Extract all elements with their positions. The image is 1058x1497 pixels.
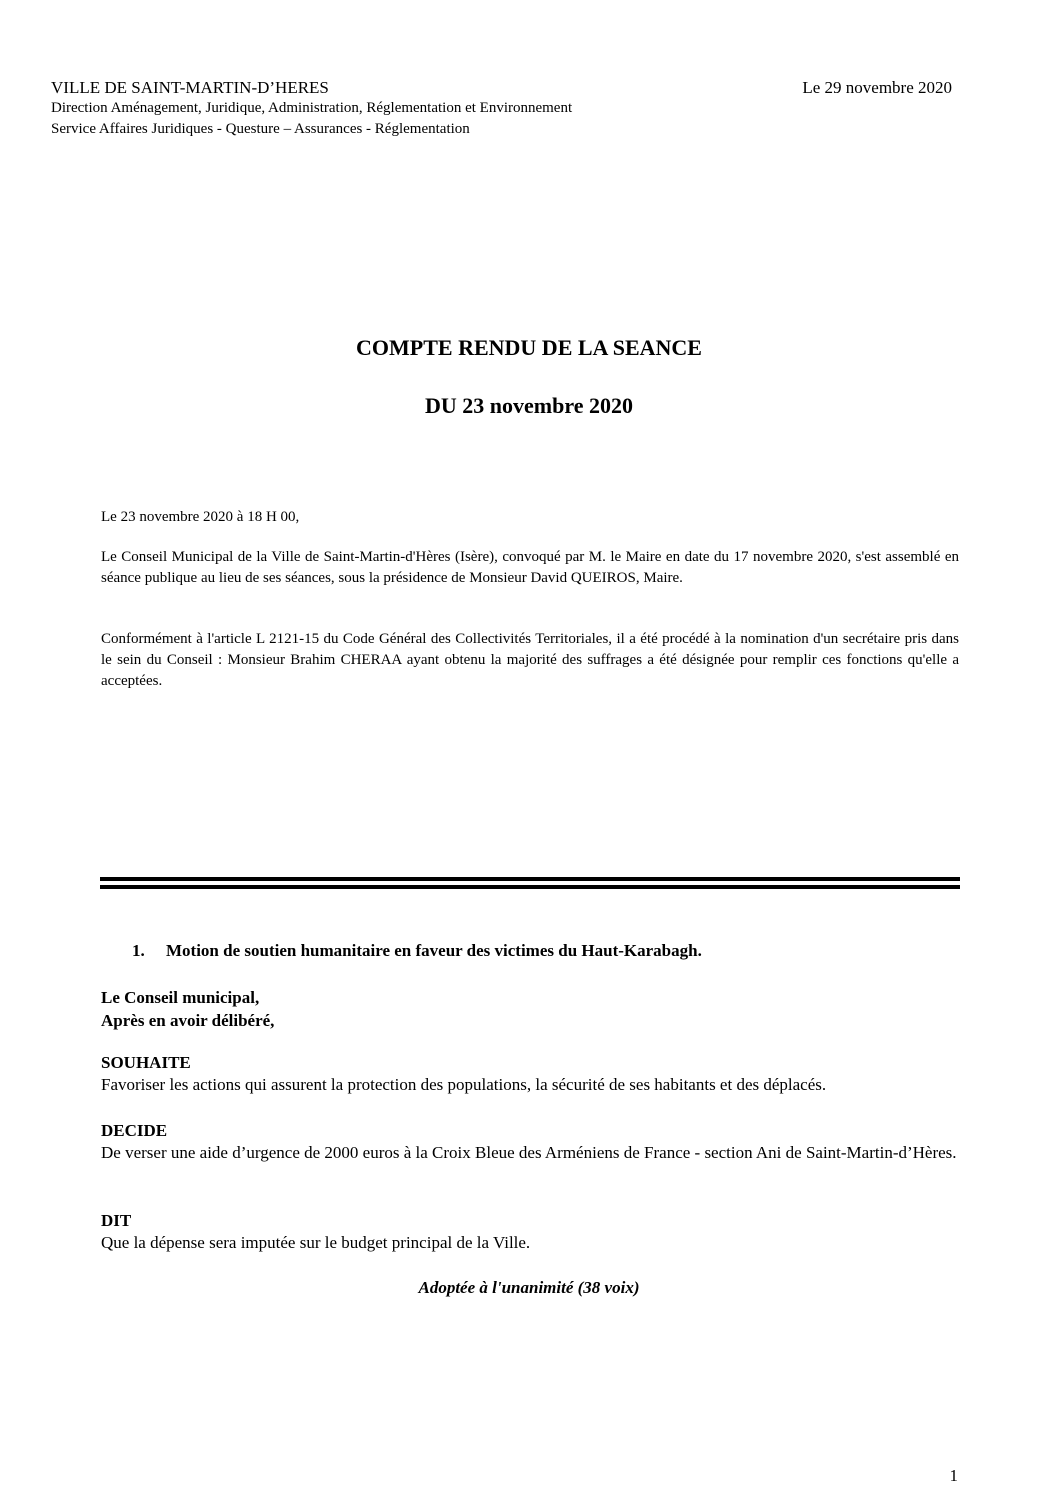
service-name: Service Affaires Juridiques - Questure – Assurances - Réglementation [51, 121, 470, 137]
direction-name: Direction Aménagement, Juridique, Administration, Réglementation et Environnement [51, 100, 573, 116]
page-number: 1 [949, 1466, 958, 1485]
section-text: De verser une aide d’urgence de 2000 euros à la Croix Bleue des Arméniens de France - section Ani de Saint-Martin-d’Hères. [101, 1143, 957, 1162]
section-dit [101, 1210, 959, 1254]
city-name: VILLE DE SAINT-MARTIN-D’HERES [51, 78, 329, 97]
document-title: COMPTE RENDU DE LA SEANCE [356, 335, 702, 360]
deliberation-line: Après en avoir délibéré, [101, 1011, 275, 1030]
convocation-paragraph: Le Conseil Municipal de la Ville de Saint-Martin-d'Hères (Isère), convoqué par M. le Maire en date du 17 novembre 2020, s'est assemblé en séance publique au lieu de ses séances, sous la présidence de Monsieur David QUEIROS, Maire. [101, 549, 959, 586]
secretary-paragraph: Conformément à l'article L 2121-15 du Code Général des Collectivités Territoriales, il a été procédé à la nomination d'un secrétaire pris dans le sein du Conseil : Monsieur Brahim CHERAA ayant obtenu la majorité des suffrages a été désignée pour remplir ces fonctions qu'elle a acceptées. [101, 631, 959, 689]
double-separator [100, 877, 960, 891]
motion-title: Motion de soutien humanitaire en faveur des victimes du Haut-Karabagh. [166, 941, 702, 960]
section-heading: SOUHAITE [101, 1053, 191, 1072]
section-decide [101, 1120, 959, 1164]
section-souhaite [101, 1052, 959, 1096]
section-heading: DECIDE [101, 1121, 168, 1140]
section-text: Que la dépense sera imputée sur le budget principal de la Ville. [101, 1233, 531, 1252]
document-subtitle: DU 23 novembre 2020 [425, 393, 633, 418]
vote-result: Adoptée à l'unanimité (38 voix) [418, 1278, 640, 1297]
section-heading: DIT [101, 1211, 132, 1230]
motion-number: 1. [132, 941, 145, 960]
document-date: Le 29 novembre 2020 [802, 78, 952, 97]
motion-heading [132, 941, 702, 961]
session-datetime: Le 23 novembre 2020 à 18 H 00, [101, 509, 300, 525]
header-block [51, 78, 572, 140]
council-intro [101, 986, 274, 1032]
section-text: Favoriser les actions qui assurent la protection des populations, la sécurité de ses habitants et des déplacés. [101, 1075, 827, 1094]
council-line: Le Conseil municipal, [101, 988, 260, 1007]
